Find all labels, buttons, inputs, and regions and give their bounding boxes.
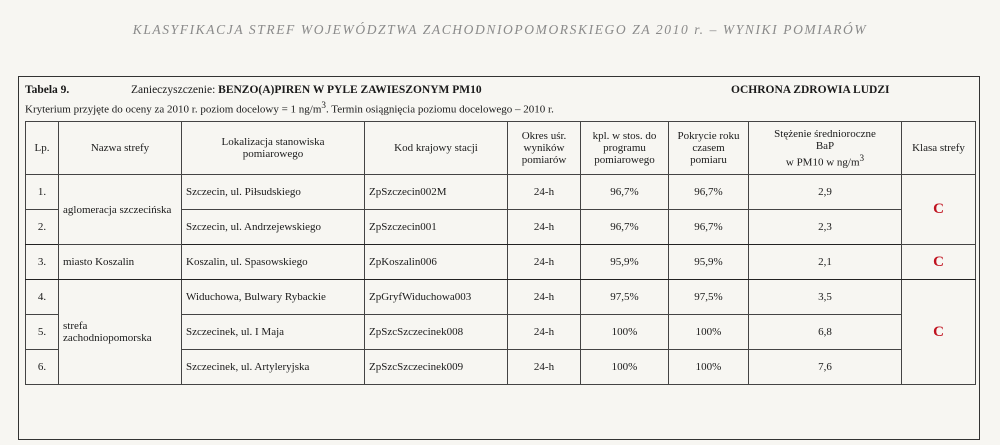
header-stezenie <box>749 122 902 175</box>
measurement-table <box>25 121 976 385</box>
header-row <box>26 122 976 175</box>
header-lokalizacja <box>182 122 365 175</box>
cell-kod: ZpKoszalin006 <box>365 245 508 280</box>
header-kpl-1: kpl. w stos. do <box>592 130 657 142</box>
header-kpl <box>581 122 669 175</box>
header-okres-3: pomiarów <box>521 154 567 166</box>
criterion-a: Kryterium przyjęte do oceny za 2010 r. poziom docelowy = 1 ng/m <box>25 103 322 116</box>
header-kpl-3: pomiarowego <box>594 154 655 166</box>
cell-stezenie: 2,3 <box>749 210 902 245</box>
cell-strefa: miasto Koszalin <box>59 245 182 280</box>
cell-stezenie: 3,5 <box>749 280 902 315</box>
cell-lp: 5. <box>26 315 59 350</box>
cell-okres: 24-h <box>508 210 581 245</box>
cell-pokrycie: 96,7% <box>669 175 749 210</box>
header-stezenie-1: Stężenie średnioroczne <box>774 127 876 140</box>
cell-kpl: 97,5% <box>581 280 669 315</box>
cell-kod: ZpGryfWiduchowa003 <box>365 280 508 315</box>
cell-strefa: strefa zachodniopomorska <box>59 280 182 385</box>
header-strefa: Nazwa strefy <box>59 122 182 175</box>
cell-stezenie: 7,6 <box>749 350 902 385</box>
header-okres-2: wyników <box>523 142 565 154</box>
cell-lokalizacja: Szczecinek, ul. Artyleryjska <box>182 350 365 385</box>
cell-okres: 24-h <box>508 245 581 280</box>
header-pokrycie-3: pomiaru <box>690 154 727 166</box>
header-okres <box>508 122 581 175</box>
cell-pokrycie: 100% <box>669 350 749 385</box>
cell-kpl: 100% <box>581 350 669 385</box>
header-kod: Kod krajowy stacji <box>365 122 508 175</box>
cell-okres: 24-h <box>508 315 581 350</box>
header-pokrycie-1: Pokrycie roku <box>677 130 740 142</box>
cell-lp: 6. <box>26 350 59 385</box>
cell-stezenie: 2,1 <box>749 245 902 280</box>
cell-klasa: C <box>902 175 976 245</box>
cell-lp: 1. <box>26 175 59 210</box>
protection-label: OCHRONA ZDROWIA LUDZI <box>731 84 890 96</box>
header-kpl-2: programu <box>603 142 646 154</box>
table-label: Tabela 9. <box>25 84 70 96</box>
criterion-text <box>25 98 973 118</box>
header-lp: Lp. <box>26 122 59 175</box>
header-lokalizacja-2: pomiarowego <box>242 148 304 160</box>
header-klasa: Klasa strefy <box>902 122 976 175</box>
cell-okres: 24-h <box>508 350 581 385</box>
cell-lp: 4. <box>26 280 59 315</box>
cell-lokalizacja: Widuchowa, Bulwary Rybackie <box>182 280 365 315</box>
cell-strefa: aglomeracja szczecińska <box>59 175 182 245</box>
cell-kpl: 96,7% <box>581 210 669 245</box>
cell-lp: 2. <box>26 210 59 245</box>
cell-okres: 24-h <box>508 175 581 210</box>
cell-lokalizacja: Szczecin, ul. Piłsudskiego <box>182 175 365 210</box>
table-row <box>26 280 976 315</box>
cell-stezenie: 2,9 <box>749 175 902 210</box>
cell-pokrycie: 100% <box>669 315 749 350</box>
cell-pokrycie: 96,7% <box>669 210 749 245</box>
table-row <box>26 245 976 280</box>
cell-lokalizacja: Szczecinek, ul. I Maja <box>182 315 365 350</box>
running-header: KLASYFIKACJA STREF WOJEWÓDZTWA ZACHODNIOPOMORSKIEGO ZA 2010 r. – WYNIKI POMIARÓW <box>132 22 868 37</box>
cell-okres: 24-h <box>508 280 581 315</box>
header-pokrycie <box>669 122 749 175</box>
cell-pokrycie: 97,5% <box>669 280 749 315</box>
cell-stezenie: 6,8 <box>749 315 902 350</box>
pollutant-label: Zanieczyszczenie: <box>131 84 216 96</box>
pollutant <box>131 83 482 98</box>
cell-lokalizacja: Szczecin, ul. Andrzejewskiego <box>182 210 365 245</box>
table-frame <box>18 76 980 440</box>
table-caption <box>25 83 973 118</box>
pollutant-value: BENZO(A)PIREN W PYLE ZAWIESZONYM PM10 <box>218 84 482 96</box>
cell-pokrycie: 95,9% <box>669 245 749 280</box>
cell-kpl: 96,7% <box>581 175 669 210</box>
cell-kpl: 100% <box>581 315 669 350</box>
criterion-sup: 3 <box>321 100 326 110</box>
table-row <box>26 175 976 210</box>
cell-klasa: C <box>902 245 976 280</box>
cell-kod: ZpSzczecin002M <box>365 175 508 210</box>
cell-kpl: 95,9% <box>581 245 669 280</box>
criterion-b: . Termin osiągnięcia poziomu docelowego – 2010 r. <box>325 103 554 116</box>
header-stezenie-2: BaP <box>815 139 835 152</box>
cell-lp: 3. <box>26 245 59 280</box>
header-pokrycie-2: czasem <box>692 142 725 154</box>
cell-kod: ZpSzczecin001 <box>365 210 508 245</box>
header-stezenie-3: w PM10 w ng/m <box>785 156 860 169</box>
cell-kod: ZpSzcSzczecinek009 <box>365 350 508 385</box>
cell-kod: ZpSzcSzczecinek008 <box>365 315 508 350</box>
cell-lokalizacja: Koszalin, ul. Spasowskiego <box>182 245 365 280</box>
cell-klasa: C <box>902 280 976 385</box>
header-stezenie-sup: 3 <box>859 152 865 163</box>
header-lokalizacja-1: Lokalizacja stanowiska <box>221 136 325 148</box>
header-okres-1: Okres uśr. <box>521 130 567 142</box>
